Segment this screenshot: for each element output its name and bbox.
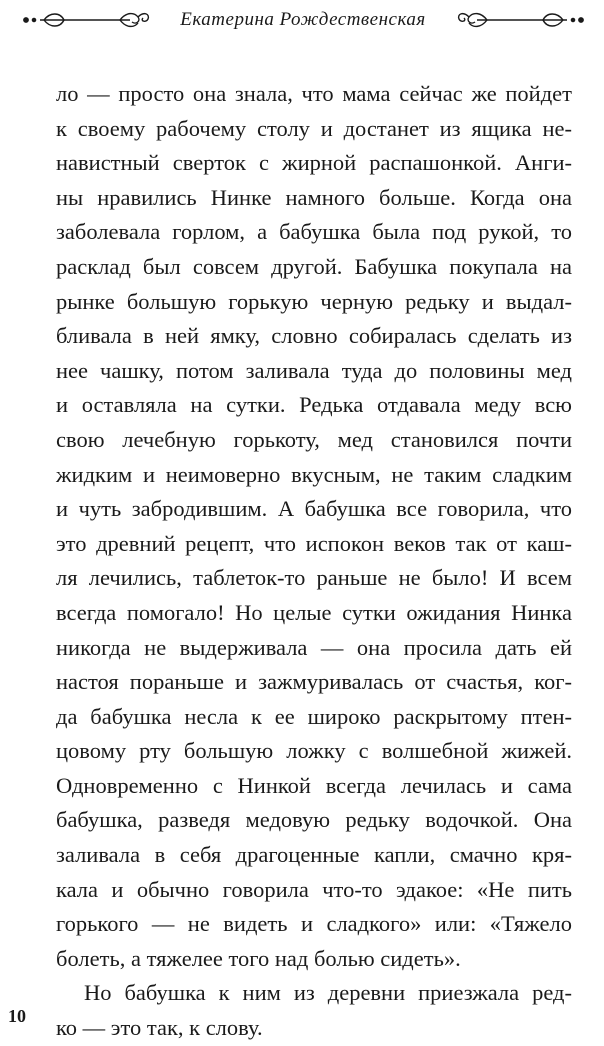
- text-line: горького — не видеть и сладкого» или: «Тяжело: [56, 911, 572, 937]
- text-line: бливала в ней ямку, словно собиралась сделать из: [56, 323, 572, 349]
- text-line: всегда помогало! Но целые сутки ожидания Нинка: [56, 599, 572, 625]
- book-author: Екатерина Рождественская: [180, 9, 426, 30]
- text-line: Но бабушка к ним из деревни приезжала ред-: [84, 980, 572, 1006]
- text-line: жидким и неимоверно вкусным, не таким сладким: [56, 461, 572, 487]
- text-line: болеть, а тяжелее того над болью сидеть».: [56, 945, 461, 971]
- text-line: ло — просто она знала, что мама сейчас же пойдет: [56, 81, 572, 106]
- text-line: свою лечебную горькоту, мед становился почти: [56, 426, 572, 452]
- text-line: рынке большую горькую черную редьку и выдал-: [56, 288, 572, 314]
- text-line: кала и обычно говорила что-то эдакое: «Не пить: [56, 876, 572, 902]
- body-text: [56, 77, 572, 1046]
- text-line: никогда не выдерживала — она просила дать ей: [56, 634, 572, 660]
- text-line: заболевала горлом, а бабушка была под рукой, то: [56, 219, 572, 245]
- text-line: настоя пораньше и зажмуривалась от счастья, ког-: [56, 669, 572, 695]
- text-line: навистный сверток с жирной распашонкой. Анги-: [56, 150, 572, 176]
- text-line: цовому рту большую ложку с волшебной жижей.: [56, 738, 572, 764]
- text-line: и чуть забродившим. А бабушка все говорила, что: [56, 496, 572, 522]
- ornament-left-icon: [20, 8, 155, 32]
- text-line: расклад был совсем другой. Бабушка покупала на: [56, 253, 572, 279]
- text-line: и оставляла на сутки. Редька отдавала меду всю: [56, 392, 572, 418]
- text-line: бабушка, разведя медовую редьку водочкой. Она: [56, 807, 572, 833]
- text-line: ля лечились, таблеток-то раньше не было! И всем: [56, 565, 572, 591]
- text-line: заливала в себя драгоценные капли, смачно кря-: [56, 842, 572, 868]
- text-line: ко — это так, к слову.: [56, 1015, 263, 1041]
- text-line: нее чашку, потом заливала туда до половины мед: [56, 357, 572, 383]
- running-header: [0, 0, 604, 50]
- text-line: да бабушка несла к ее широко раскрытому птен-: [56, 703, 572, 729]
- ornament-right-icon: [452, 8, 587, 32]
- text-line: Одновременно с Нинкой всегда лечилась и сама: [56, 772, 572, 798]
- page-number: 10: [8, 1006, 26, 1026]
- text-line: к своему рабочему столу и достанет из ящика не-: [56, 115, 572, 141]
- text-line: ны нравились Нинке намного больше. Когда она: [56, 184, 572, 210]
- text-line: это древний рецепт, что испокон веков так от каш-: [56, 530, 572, 556]
